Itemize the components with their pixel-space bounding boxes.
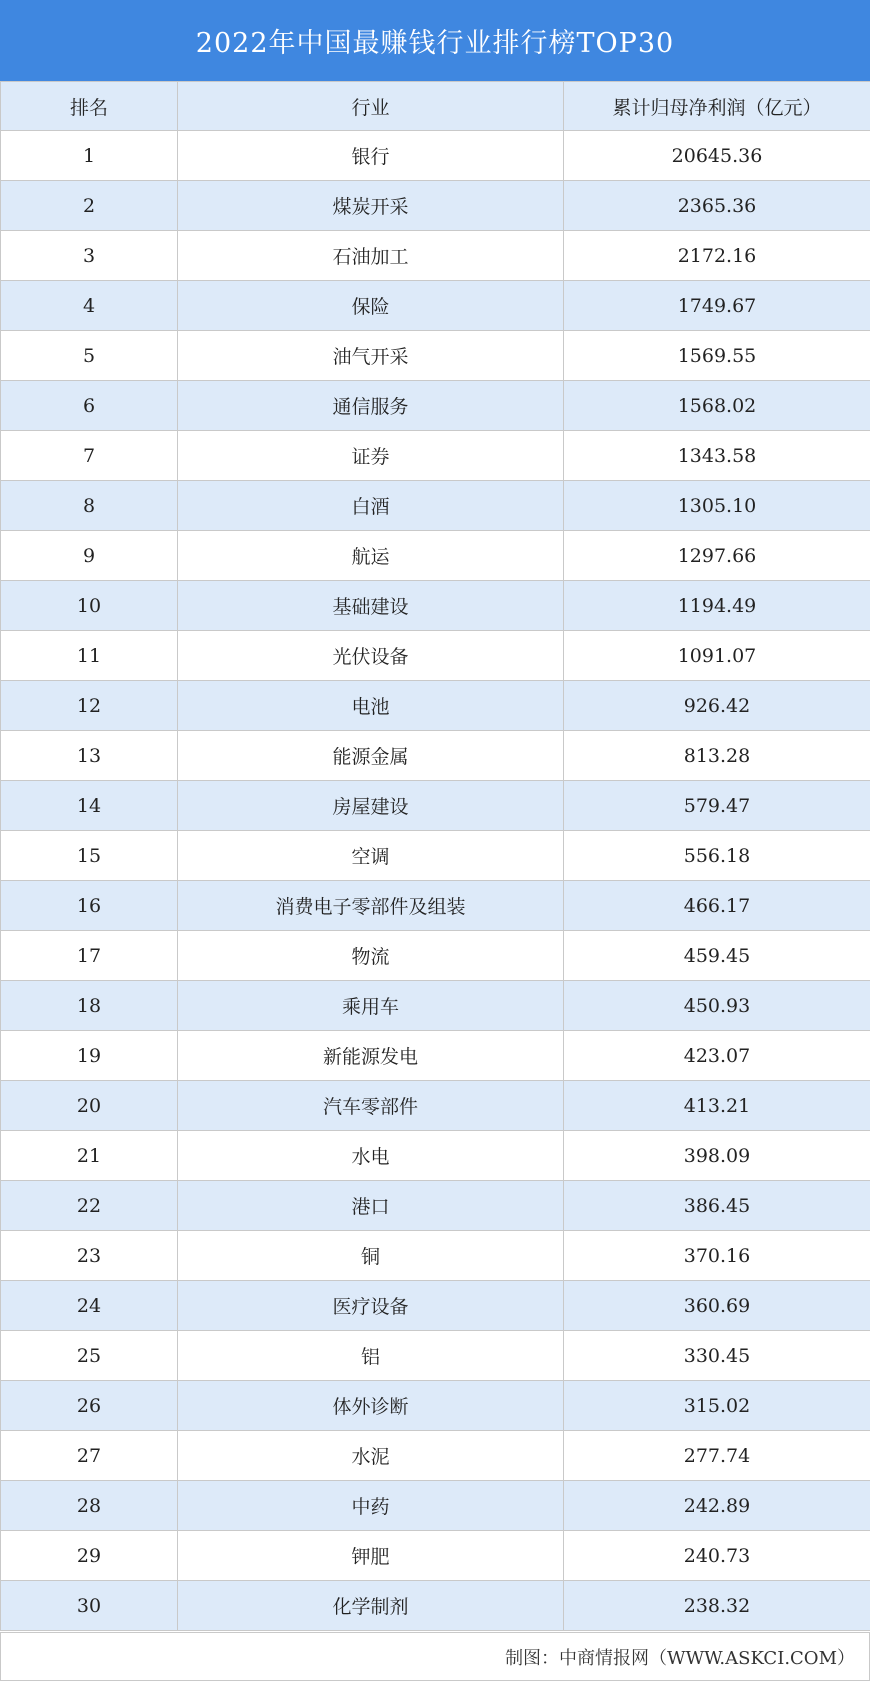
table-row — [1, 131, 870, 181]
cell-rank: 12 — [1, 681, 178, 731]
cell-industry: 乘用车 — [178, 981, 564, 1031]
table-body — [1, 131, 870, 1631]
cell-rank: 13 — [1, 731, 178, 781]
table-row — [1, 1131, 870, 1181]
table-row — [1, 1331, 870, 1381]
table-row — [1, 231, 870, 281]
cell-industry: 空调 — [178, 831, 564, 881]
table-row — [1, 931, 870, 981]
table-row — [1, 981, 870, 1031]
cell-profit: 330.45 — [564, 1331, 870, 1381]
cell-profit: 450.93 — [564, 981, 870, 1031]
cell-profit: 466.17 — [564, 881, 870, 931]
cell-industry: 消费电子零部件及组装 — [178, 881, 564, 931]
cell-rank: 23 — [1, 1231, 178, 1281]
table-row — [1, 481, 870, 531]
cell-profit: 423.07 — [564, 1031, 870, 1081]
table-row — [1, 1181, 870, 1231]
cell-rank: 17 — [1, 931, 178, 981]
cell-rank: 22 — [1, 1181, 178, 1231]
cell-industry: 基础建设 — [178, 581, 564, 631]
table-row — [1, 681, 870, 731]
table-row — [1, 1081, 870, 1131]
cell-industry: 铝 — [178, 1331, 564, 1381]
cell-profit: 579.47 — [564, 781, 870, 831]
cell-industry: 证券 — [178, 431, 564, 481]
cell-profit: 370.16 — [564, 1231, 870, 1281]
cell-rank: 6 — [1, 381, 178, 431]
table-row — [1, 1581, 870, 1631]
table-row — [1, 581, 870, 631]
table-row — [1, 1481, 870, 1531]
cell-industry: 物流 — [178, 931, 564, 981]
cell-profit: 242.89 — [564, 1481, 870, 1531]
table-row — [1, 881, 870, 931]
cell-industry: 通信服务 — [178, 381, 564, 431]
cell-industry: 中药 — [178, 1481, 564, 1531]
cell-profit: 240.73 — [564, 1531, 870, 1581]
cell-profit: 277.74 — [564, 1431, 870, 1481]
cell-industry: 银行 — [178, 131, 564, 181]
cell-rank: 5 — [1, 331, 178, 381]
cell-rank: 24 — [1, 1281, 178, 1331]
table-row — [1, 1281, 870, 1331]
cell-profit: 926.42 — [564, 681, 870, 731]
cell-rank: 9 — [1, 531, 178, 581]
cell-rank: 29 — [1, 1531, 178, 1581]
column-header-profit: 累计归母净利润（亿元） — [564, 82, 870, 131]
cell-rank: 2 — [1, 181, 178, 231]
cell-industry: 铜 — [178, 1231, 564, 1281]
cell-profit: 1305.10 — [564, 481, 870, 531]
cell-rank: 25 — [1, 1331, 178, 1381]
cell-rank: 14 — [1, 781, 178, 831]
table-row — [1, 731, 870, 781]
cell-industry: 汽车零部件 — [178, 1081, 564, 1131]
column-header-industry: 行业 — [178, 82, 564, 131]
cell-profit: 2365.36 — [564, 181, 870, 231]
cell-profit: 1343.58 — [564, 431, 870, 481]
cell-industry: 白酒 — [178, 481, 564, 531]
table-row — [1, 181, 870, 231]
cell-profit: 1749.67 — [564, 281, 870, 331]
cell-profit: 413.21 — [564, 1081, 870, 1131]
cell-profit: 1569.55 — [564, 331, 870, 381]
cell-rank: 30 — [1, 1581, 178, 1631]
cell-rank: 18 — [1, 981, 178, 1031]
cell-rank: 26 — [1, 1381, 178, 1431]
cell-rank: 21 — [1, 1131, 178, 1181]
cell-profit: 315.02 — [564, 1381, 870, 1431]
cell-rank: 16 — [1, 881, 178, 931]
cell-profit: 1297.66 — [564, 531, 870, 581]
column-header-rank: 排名 — [1, 82, 178, 131]
cell-industry: 房屋建设 — [178, 781, 564, 831]
cell-profit: 1194.49 — [564, 581, 870, 631]
cell-industry: 钾肥 — [178, 1531, 564, 1581]
table-row — [1, 1031, 870, 1081]
cell-rank: 1 — [1, 131, 178, 181]
page-title: 2022年中国最赚钱行业排行榜TOP30 — [0, 0, 870, 81]
cell-industry: 化学制剂 — [178, 1581, 564, 1631]
cell-rank: 28 — [1, 1481, 178, 1531]
cell-profit: 360.69 — [564, 1281, 870, 1331]
table-row — [1, 1231, 870, 1281]
table-row — [1, 1381, 870, 1431]
cell-industry: 新能源发电 — [178, 1031, 564, 1081]
cell-rank: 15 — [1, 831, 178, 881]
cell-rank: 7 — [1, 431, 178, 481]
cell-industry: 水电 — [178, 1131, 564, 1181]
cell-profit: 813.28 — [564, 731, 870, 781]
cell-industry: 保险 — [178, 281, 564, 331]
table-row — [1, 781, 870, 831]
table-header-row — [1, 82, 870, 131]
cell-industry: 石油加工 — [178, 231, 564, 281]
cell-profit: 386.45 — [564, 1181, 870, 1231]
cell-profit: 20645.36 — [564, 131, 870, 181]
cell-profit: 238.32 — [564, 1581, 870, 1631]
source-credit: 制图：中商情报网（WWW.ASKCI.COM） — [505, 1647, 855, 1669]
cell-industry: 光伏设备 — [178, 631, 564, 681]
source-footer — [0, 1632, 870, 1681]
cell-rank: 11 — [1, 631, 178, 681]
cell-rank: 4 — [1, 281, 178, 331]
cell-rank: 27 — [1, 1431, 178, 1481]
cell-rank: 20 — [1, 1081, 178, 1131]
cell-industry: 煤炭开采 — [178, 181, 564, 231]
table-row — [1, 1431, 870, 1481]
cell-rank: 19 — [1, 1031, 178, 1081]
cell-industry: 水泥 — [178, 1431, 564, 1481]
cell-industry: 港口 — [178, 1181, 564, 1231]
cell-rank: 3 — [1, 231, 178, 281]
cell-profit: 459.45 — [564, 931, 870, 981]
cell-industry: 油气开采 — [178, 331, 564, 381]
cell-profit: 2172.16 — [564, 231, 870, 281]
table-row — [1, 381, 870, 431]
cell-profit: 1091.07 — [564, 631, 870, 681]
table-row — [1, 631, 870, 681]
cell-industry: 能源金属 — [178, 731, 564, 781]
table-row — [1, 281, 870, 331]
cell-rank: 8 — [1, 481, 178, 531]
cell-industry: 医疗设备 — [178, 1281, 564, 1331]
table-row — [1, 831, 870, 881]
table-row — [1, 331, 870, 381]
cell-profit: 556.18 — [564, 831, 870, 881]
cell-profit: 398.09 — [564, 1131, 870, 1181]
cell-industry: 体外诊断 — [178, 1381, 564, 1431]
cell-industry: 航运 — [178, 531, 564, 581]
table-row — [1, 431, 870, 481]
cell-rank: 10 — [1, 581, 178, 631]
table-row — [1, 1531, 870, 1581]
cell-industry: 电池 — [178, 681, 564, 731]
cell-profit: 1568.02 — [564, 381, 870, 431]
table-row — [1, 531, 870, 581]
ranking-table — [0, 81, 870, 1631]
